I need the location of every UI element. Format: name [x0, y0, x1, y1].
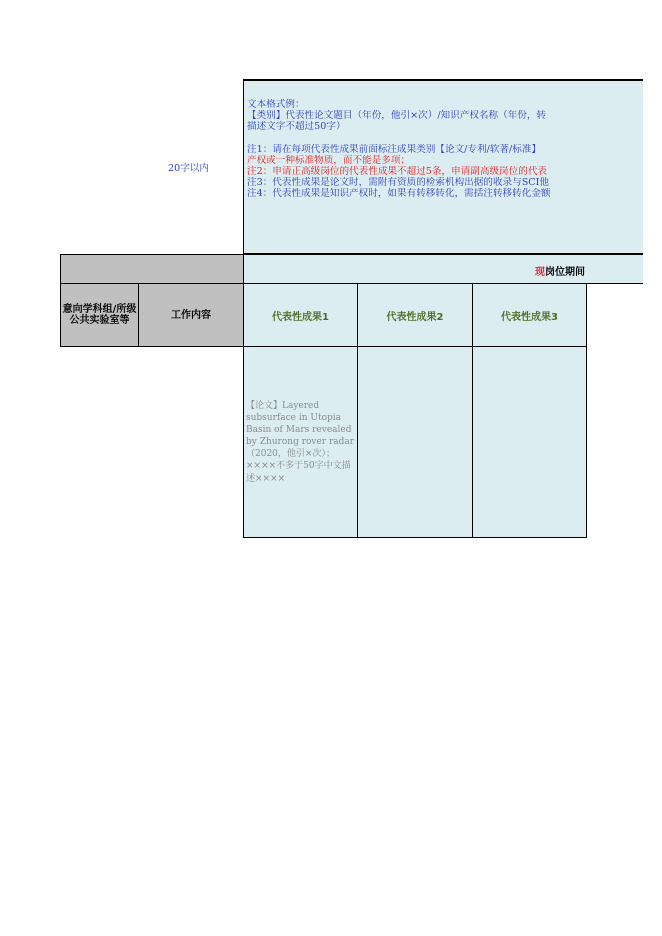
- note-line-format-category: 【类别】代表性论文题目（年份，他引×次）/知识产权名称（年份，转: [247, 110, 547, 122]
- note-2: 注2：申请正高级岗位的代表性成果不超过5条，申请副高级岗位的代表: [247, 166, 548, 178]
- header-achievement-3-label: 代表性成果3: [501, 311, 558, 323]
- cell-achievement-1[interactable]: [243, 346, 358, 538]
- cell-achievement-3[interactable]: [472, 346, 587, 538]
- note-1-continued: 产权或一种标准物质，而不能是多项；: [247, 154, 411, 166]
- header-work-content: [138, 283, 244, 347]
- header-achievement-3: [472, 283, 587, 347]
- section-title-rest: 岗位期间: [545, 267, 585, 278]
- section-band-left: [60, 254, 244, 284]
- header-achievement-1: [243, 283, 358, 347]
- instruction-text: [247, 99, 643, 200]
- section-title: [535, 263, 585, 278]
- note-3: 注3：代表性成果是论文时，需附有资质的检索机构出据的收录与SCI他: [247, 177, 550, 189]
- instruction-note-box: [243, 79, 643, 254]
- header-subject-group-label: 意向学科组/所级公共实验室等: [62, 304, 137, 326]
- note-line-word-limit: 描述文字不超过50字）: [247, 121, 346, 133]
- header-achievement-1-label: 代表性成果1: [272, 311, 329, 323]
- header-achievement-2-label: 代表性成果2: [386, 311, 444, 323]
- cell-achievement-2[interactable]: [357, 346, 473, 538]
- header-subject-group: [60, 283, 139, 347]
- note-line-format-example: 文本格式例：: [247, 99, 305, 110]
- section-band: [243, 254, 643, 284]
- note-4: 注4：代表性成果是知识产权时，如果有转移转化，需括注转移转化金额: [247, 188, 551, 200]
- header-achievement-2: [357, 283, 473, 347]
- section-title-highlight: 现: [535, 267, 545, 278]
- word-limit-label: 20字以内: [168, 163, 209, 174]
- header-work-content-label: 工作内容: [171, 309, 211, 321]
- sample-achievement-text: 【论文】Layered subsurface in Utopia Basin of Mars revealed by Zhurong rover radar（2020，他引×次）；××××不多于50字中文描述××××: [246, 401, 355, 484]
- note-spacer: [247, 133, 643, 144]
- note-1: 注1：请在每项代表性成果前面标注成果类别【论文/专利/软著/标准】: [247, 143, 542, 155]
